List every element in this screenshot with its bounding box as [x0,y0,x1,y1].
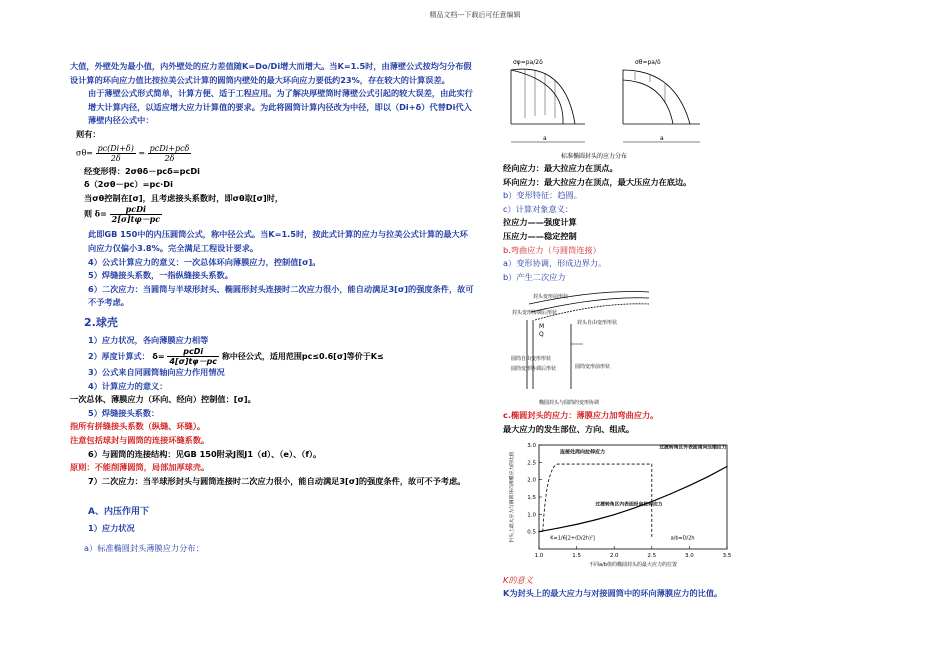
fig1-label-right: σθ=pa/δ [635,59,661,66]
right-line-5: 拉应力——强度计算 [503,217,577,228]
sphere-item-5c: 注意包括球封与圆筒的连接环缝系数。 [70,435,210,446]
sphere-item-7: 7）二次应力：当半球形封头与圆筒连接时二次应力很小，能自动满足3[σ]的强度条件，故可不予考虑。 [88,475,466,486]
sphere-item-5: 5）焊缝接头系数： [88,407,160,418]
fig2-label-1: 封头变形前形状 [533,294,569,301]
fig2-label-6: 圆筒变形前形状 [575,364,611,371]
right-line-15: K为封头上的最大应力与对接圆筒中的环向薄膜应力的比值。 [503,588,723,599]
section-a-item-1: 1）应力状况 [88,523,135,534]
sphere-item-2-label: 2）厚度计算式： [88,352,150,362]
series-line-0 [539,466,727,531]
series-point [595,519,596,520]
y-tick-label: 0.5 [527,529,536,536]
section-a-item-2: a）标准椭圆封头薄膜应力分布： [84,542,204,553]
sphere-item-5b: 指所有拼缝接头系数（纵缝、环缝）。 [70,421,206,432]
sphere-item-3: 3）公式来自同圆筒轴向应力作用情况 [88,367,225,378]
right-line-1: 经向应力：最大拉应力在顶点。 [503,163,618,173]
fig1-label-a: a [543,135,547,142]
sphere-item-1: 1）应力状况，各向薄膜应力相等 [88,334,209,345]
x-tick-label: 1.5 [572,552,581,559]
y-tick-label: 1.0 [527,511,536,518]
series-point [708,475,709,476]
page-header: 精品文档---下载后可任意编辑 [429,11,521,19]
right-column [503,52,763,601]
then-label: 则有： [76,128,101,139]
sphere-section-title: 2.球壳 [84,315,118,329]
formula-2-den: 2[σ]tφ－pc [111,214,161,225]
series-point [557,527,558,528]
right-line-10: c.椭圆封头的应力：薄膜应力加弯曲应力。 [503,410,659,421]
y-tick-label: 2.0 [527,477,536,484]
condition-line: 当σθ控制在[σ]，且考虑接头系数时，即σθ取[σ]时， [84,192,284,203]
formula-1 [70,144,475,163]
series-point [538,531,539,532]
x-tick-label: 3.5 [722,552,732,559]
formula-2-num: pcDi [110,205,162,215]
paragraph-2: 由于薄壁公式形式简单，计算方便、适于工程应用。为了解决厚壁筒时薄壁公式引起的较大误差，由此实行增大计算内径，以适应增大应力计算值的要求。为此将圆筒计算内径改为中径，即以（Di+δ）代替Di代入薄壁内径公式中： [88,88,473,126]
paragraph-1: 大值，外壁处为最小值，内外壁处的应力差值随K=Do/Di增大而增大。当K=1.5时，由薄壁公式按均匀分布假设计算的环向应力值比按拉美公式计算的圆筒内壁处的最大环向应力要低约23%，存在较大的计算误差。 [70,61,472,85]
stress-distribution-figure [505,52,705,162]
section-a-title: A、内压作用下 [88,507,149,518]
chart-annotation-1: 连接处周向拉伸应力 [560,449,606,456]
x-tick-label: 1.0 [534,552,544,559]
right-line-8: a）变形协调，形成边界力。 [503,258,607,269]
right-line-3: b）变形特征：趋圆。 [503,190,582,201]
fig2-caption: 椭圆封头与圆筒的变形协调 [539,400,600,407]
stress-ratio-chart [503,439,733,574]
sphere-item-2-tail: 称中径公式，适用范围pc≤0.6[σ]等价于K≤ [221,352,384,362]
fig2-label-m: M [539,323,545,331]
fig1-right-outline [623,70,690,124]
then2-label: 则 [84,208,92,219]
right-line-4: c）计算对象意义： [503,203,574,214]
chart-frame [539,445,727,549]
transform-line-1: 经变形得：2σθδ－pcδ=pcDi [84,165,200,176]
formula-1-den-b: 2δ [164,153,175,163]
series-point [689,484,690,485]
paragraph-3: 此即GB 150中的内压圆筒公式，称中径公式。当K=1.5时，按此式计算的应力与拉美公式计算的最大环向应力仅偏小3.8%。完全满足工程设计要求。 [88,229,468,253]
series-point [726,465,727,466]
formula-1-num-a: pc(Di+δ) [97,143,134,153]
right-line-9: b）产生二次应力 [503,271,566,282]
formula-1-num-b: pcDi+pcδ [149,143,190,153]
x-tick-label: 2.5 [647,552,657,559]
fig2-label-q: Q [539,331,544,339]
sphere-item-6: 6）与圆筒的连接结构：见GB 150附录J图J1（d）、（e）、（f）。 [88,448,322,459]
fig1-label-left: σφ=pa/2δ [513,59,543,66]
series-point [576,523,577,524]
formula-1-frac-a [96,144,136,163]
item-6: 6）二次应力：当圆筒与半球形封头、椭圆形封头连接时二次应力很小，能自动满足3[σ]的强度条件，故可不予考虑。 [88,283,474,308]
formula-1-den-a: 2δ [110,153,121,163]
transform-line-2: δ（2σθ－pc）=pc·Di [84,179,173,190]
right-line-14: K的意义 [503,574,533,585]
y-tick-label: 1.5 [527,494,536,501]
chart-formula-left: K=1/6[2+(D/2h)²] [550,534,595,541]
chart-y-label: 封头上最大应力与圆筒环向薄膜应力的比值 [510,450,515,543]
right-line-11: 最大应力的发生部位、方向、组成。 [503,423,635,434]
sphere-item-4: 4）计算应力的意义： [88,380,168,391]
right-line-7: b.弯曲应力（与圆筒连接） [503,244,601,255]
sphere-formula-lhs: δ= [152,352,165,362]
deformation-figure [509,284,659,409]
right-line-6: 压应力——稳定控制 [503,230,577,241]
x-tick-label: 2.0 [609,552,619,559]
y-tick-label: 3.0 [527,442,536,449]
sphere-formula-num: pcDi [167,347,219,357]
right-line-2: 环向应力：最大拉应力在顶点，最大压应力在底边。 [503,176,692,187]
y-tick-label: 2.5 [527,459,536,466]
formula-2-frac [110,205,162,224]
sphere-item-4b: 一次总体、薄膜应力（环向、经向）控制值：[σ]。 [70,394,256,405]
chart-title: 不同a/b值的椭圆封头的最大应力的位置 [589,561,677,568]
sphere-item-6b: 原则：不能削薄圆筒，局部加厚球壳。 [70,462,210,473]
chart-annotation-3: 过渡转角区外表面周向压缩应力 [659,444,727,450]
left-column [70,60,475,555]
fig1-caption: 标准椭圆封头的应力分布 [561,153,628,160]
fig1-label-a2: a [660,135,664,142]
chart-formula-right: a/b=D/2h [670,534,695,541]
item-5: 5）焊缝接头系数，一指纵缝接头系数。 [88,270,233,281]
sphere-formula-den: 4[σ]tφ－pc [169,357,218,367]
fig2-label-4: 圆筒自由变形形状 [511,356,552,363]
formula-1-eq: = [138,148,146,158]
sphere-item-2 [70,347,475,366]
chart-annotation-2: 过渡转角区内表面经向拉伸应力 [595,502,663,508]
sphere-formula-frac [167,347,219,366]
fig1-right-inner [623,80,673,124]
formula-1-lhs: σθ= [76,148,93,158]
series-point [614,514,615,515]
fig2-label-3: 封头自由变形形状 [577,320,618,327]
item-4: 4）公式计算应力的意义：一次总体环向薄膜应力，控制值[σ]。 [88,256,321,267]
fig2-label-2: 封头变形协调后形状 [512,310,558,317]
formula-1-frac-b [148,144,192,163]
formula-2 [70,205,475,224]
fig1-left-inner [511,70,563,124]
formula-2-lhs: δ= [94,208,107,219]
series-point [670,493,671,494]
x-tick-label: 3.0 [685,552,694,559]
fig1-left-outline [511,69,575,124]
fig2-label-5: 圆筒变形协调后形状 [511,366,557,373]
series-point [632,507,633,508]
